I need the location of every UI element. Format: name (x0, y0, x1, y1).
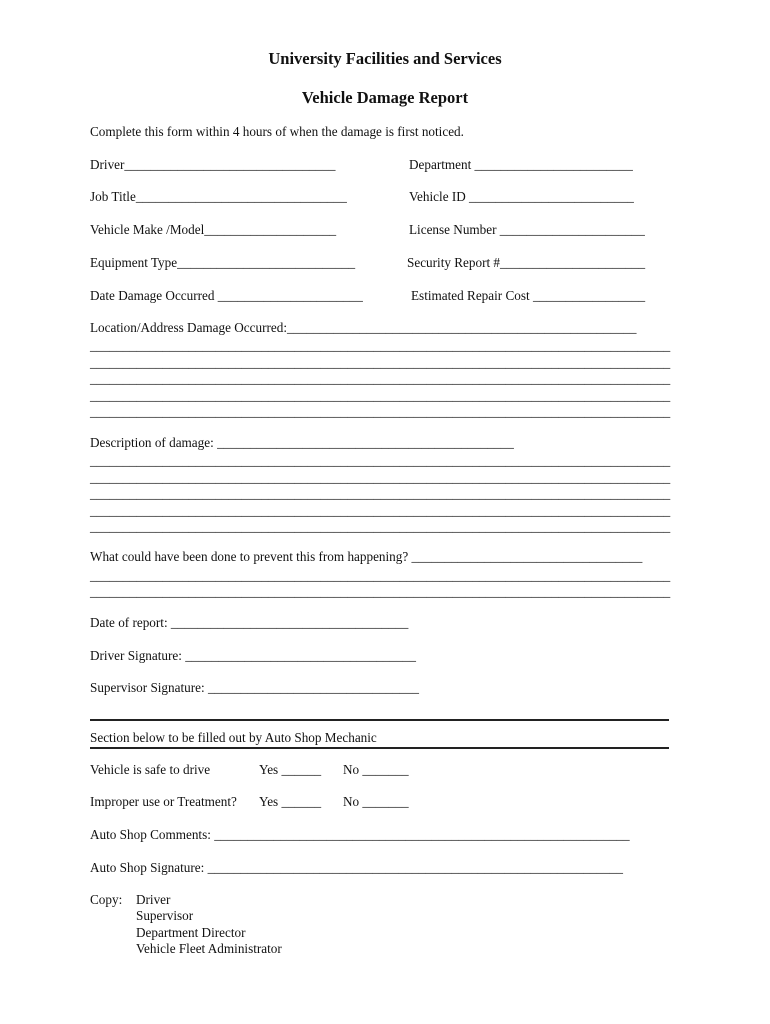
department-field[interactable]: Department ________________________ (409, 157, 633, 172)
supervisor-signature-field[interactable]: Supervisor Signature: ________________________________ (90, 680, 419, 695)
vehicle-safe-yes[interactable]: Yes ______ (259, 762, 322, 777)
form-title: Vehicle Damage Report (301, 88, 469, 107)
prevention-label[interactable]: What could have been done to prevent this from happening? ___________________________________ (90, 549, 643, 564)
description-line[interactable]: ________________________________________________________________________________________ (90, 519, 671, 534)
auto-shop-comments-field[interactable]: Auto Shop Comments: _______________________________________________________________ (90, 827, 630, 842)
organization-title: University Facilities and Services (268, 49, 502, 68)
prevention-line[interactable]: ________________________________________________________________________________________ (90, 568, 671, 583)
copy-label: Copy: (90, 892, 123, 907)
security-report-field[interactable]: Security Report #______________________ (407, 255, 646, 270)
location-line[interactable]: ________________________________________________________________________________________ (90, 404, 671, 419)
section-divider-top (90, 719, 669, 721)
description-line[interactable]: ________________________________________________________________________________________ (90, 453, 671, 468)
copy-recipient-department-director: Department Director (136, 925, 246, 940)
driver-field[interactable]: Driver________________________________ (90, 157, 336, 172)
improper-use-label: Improper use or Treatment? (90, 794, 237, 809)
copy-recipient-driver: Driver (136, 892, 171, 907)
driver-signature-field[interactable]: Driver Signature: ___________________________________ (90, 648, 416, 663)
description-line[interactable]: ________________________________________________________________________________________ (90, 470, 671, 485)
prevention-line[interactable]: ________________________________________________________________________________________ (90, 584, 671, 599)
location-line[interactable]: ________________________________________________________________________________________ (90, 371, 671, 386)
date-damage-occurred-field[interactable]: Date Damage Occurred ______________________ (90, 288, 363, 303)
vehicle-make-model-field[interactable]: Vehicle Make /Model____________________ (90, 222, 337, 237)
date-of-report-field[interactable]: Date of report: ____________________________________ (90, 615, 409, 630)
mechanic-section-title: Section below to be filled out by Auto Shop Mechanic (90, 730, 377, 745)
license-number-field[interactable]: License Number ______________________ (409, 222, 645, 237)
description-line[interactable]: ________________________________________________________________________________________ (90, 503, 671, 518)
copy-recipient-fleet-administrator: Vehicle Fleet Administrator (136, 941, 282, 956)
location-line[interactable]: ________________________________________________________________________________________ (90, 338, 671, 353)
form-instructions: Complete this form within 4 hours of when the damage is first noticed. (90, 124, 464, 139)
improper-use-yes[interactable]: Yes ______ (259, 794, 322, 809)
description-label[interactable]: Description of damage: _____________________________________________ (90, 435, 514, 450)
vehicle-id-field[interactable]: Vehicle ID _________________________ (409, 189, 634, 204)
location-line[interactable]: ________________________________________________________________________________________ (90, 388, 671, 403)
improper-use-no[interactable]: No _______ (343, 794, 409, 809)
copy-recipient-supervisor: Supervisor (136, 908, 194, 923)
location-line[interactable]: ________________________________________________________________________________________ (90, 355, 671, 370)
location-label[interactable]: Location/Address Damage Occurred:_____________________________________________________ (90, 320, 637, 335)
estimated-repair-cost-field[interactable]: Estimated Repair Cost _________________ (411, 288, 646, 303)
auto-shop-signature-field[interactable]: Auto Shop Signature: _______________________________________________________________ (90, 860, 623, 875)
section-divider-bottom (90, 747, 669, 749)
description-line[interactable]: ________________________________________________________________________________________ (90, 486, 671, 501)
vehicle-safe-label: Vehicle is safe to drive (90, 762, 211, 777)
equipment-type-field[interactable]: Equipment Type___________________________ (90, 255, 356, 270)
job-title-field[interactable]: Job Title________________________________ (90, 189, 347, 204)
vehicle-safe-no[interactable]: No _______ (343, 762, 409, 777)
